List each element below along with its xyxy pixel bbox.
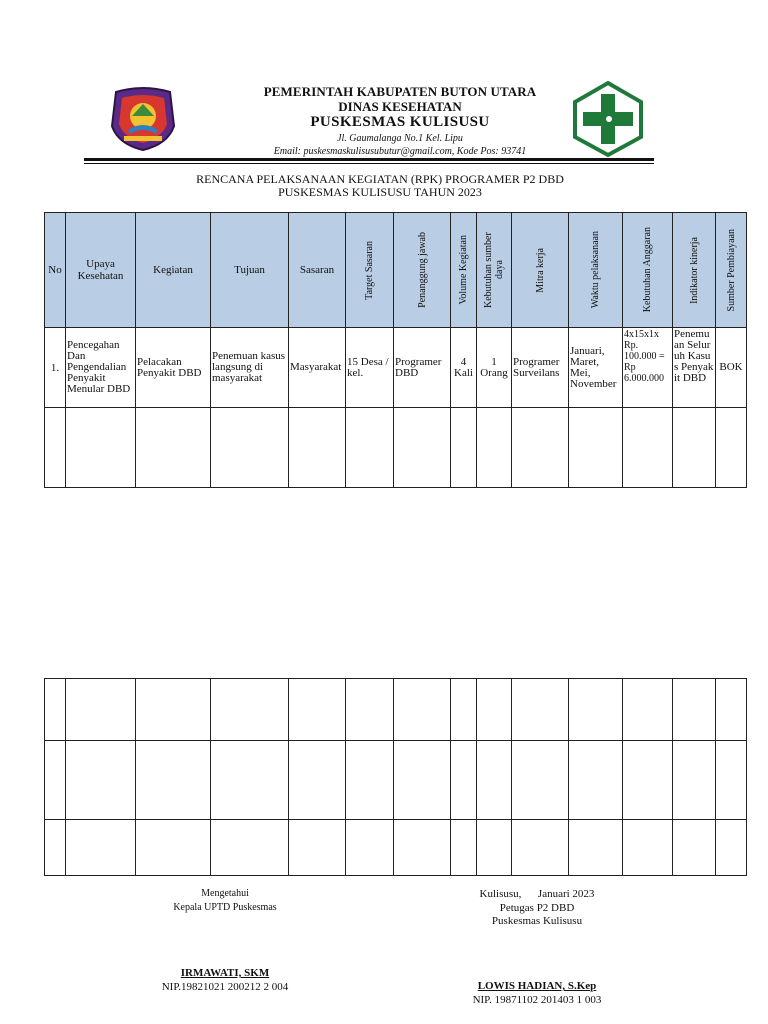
table-row-empty [45, 820, 747, 876]
col-header-indikator: Indikator kinerja [673, 213, 716, 328]
table-row-empty [45, 408, 747, 488]
sig-left-nip: NIP.19821021 200212 2 004 [161, 981, 289, 993]
document-subtitle: PUSKESMAS KULISUSU TAHUN 2023 [278, 185, 482, 199]
cell-no: 1. [45, 328, 66, 408]
col-header-pembiayaan: Sumber Pembiayaan [716, 213, 747, 328]
document-title: RENCANA PELAKSANAAN KEGIATAN (RPK) PROGRAMER P2 DBD [196, 172, 564, 186]
col-header-pj: Penanggung jawab [394, 213, 451, 328]
col-header-volume: Volume Kegiatan [451, 213, 477, 328]
sig-right-place-date: Kulisusu, Januari 2023 [479, 888, 595, 900]
col-header-kegiatan: Kegiatan [136, 213, 211, 328]
cell-waktu: Januari, Maret, Mei, November [569, 328, 623, 408]
col-header-tujuan: Tujuan [211, 213, 289, 328]
table-row-empty [45, 679, 747, 741]
sig-right-nip: NIP. 19871102 201403 1 003 [472, 994, 602, 1006]
cell-pembiayaan: BOK [716, 328, 747, 408]
sig-right-title: Petugas P2 DBD [499, 902, 575, 914]
sig-right-office: Puskesmas Kulisusu [491, 915, 583, 927]
continuation-table [44, 678, 747, 876]
table-row-empty [45, 741, 747, 820]
table-row [45, 328, 747, 408]
sig-left-name: IRMAWATI, SKM [180, 967, 270, 979]
cell-upaya: Pencegahan Dan Pengendalian Penyakit Menular DBD [66, 328, 136, 408]
header-government: PEMERINTAH KABUPATEN BUTON UTARA [263, 84, 537, 99]
cell-pj: Programer DBD [394, 328, 451, 408]
header-email: Email: puskesmaskulisusubutur@gmail.com, Kode Pos: 93741 [273, 146, 527, 157]
header-facility: PUSKESMAS KULISUSU [310, 114, 490, 130]
header-rule-thick [84, 158, 654, 161]
sig-left-title: Kepala UPTD Puskesmas [173, 902, 277, 913]
header-rule-thin [84, 163, 654, 164]
cell-target: 15 Desa / kel. [346, 328, 394, 408]
col-header-no: No [45, 213, 66, 328]
cell-tujuan: Penemuan kasus langsung di masyarakat [211, 328, 289, 408]
cell-kegiatan: Pelacakan Penyakit DBD [136, 328, 211, 408]
sig-left-acknowledged: Mengetahui [201, 888, 249, 899]
col-header-anggaran: Kebutuhan Anggaran [623, 213, 673, 328]
cell-sasaran: Masyarakat [289, 328, 346, 408]
table-header-row [45, 213, 747, 328]
col-header-mitra: Mitra kerja [512, 213, 569, 328]
col-header-sasaran: Sasaran [289, 213, 346, 328]
rpk-table [44, 212, 747, 488]
cell-sumber-daya: 1 Orang [477, 328, 512, 408]
col-header-target: Target Sasaran [346, 213, 394, 328]
regency-logo [108, 86, 178, 152]
col-header-sumber-daya: Kebutuhan sumber daya [477, 213, 512, 328]
cell-volume: 4 Kali [451, 328, 477, 408]
col-header-waktu: Waktu pelaksanaan [569, 213, 623, 328]
cell-anggaran: 4x15x1x Rp. 100.000 = Rp 6.000.000 [623, 328, 673, 408]
header-address: Jl. Gaumalanga No.1 Kel. Lipu [337, 133, 463, 144]
col-header-upaya: Upaya Kesehatan [66, 213, 136, 328]
cell-indikator: Penemuan Seluruh Kasus Penyakit DBD [673, 328, 716, 408]
sig-right-name: LOWIS HADIAN, S.Kep [477, 980, 597, 992]
cell-mitra: Programer Surveilans [512, 328, 569, 408]
header-agency: DINAS KESEHATAN [338, 99, 462, 114]
